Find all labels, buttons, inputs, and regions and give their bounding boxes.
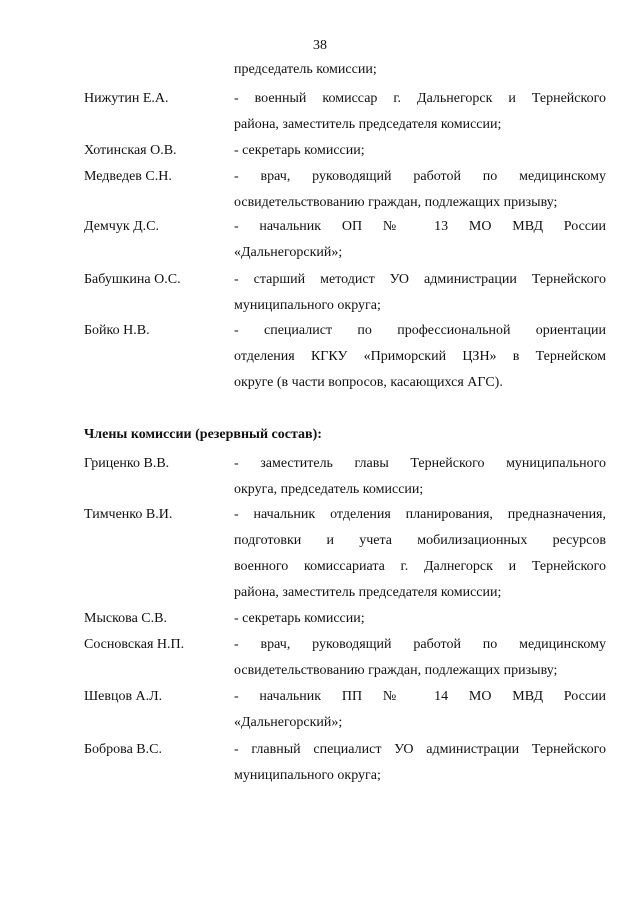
- desc-line: - врач, руководящий работой по медицинскому: [234, 637, 606, 652]
- reserve-desc-timchenko: [234, 502, 606, 606]
- desc-line: - главный специалист УО администрации Тернейского: [234, 742, 606, 757]
- reserve-name-myskova: Мыскова С.В.: [84, 611, 167, 626]
- reserve-name-bobrova: Боброва В.С.: [84, 742, 162, 757]
- member-desc-medvedev: [234, 164, 606, 216]
- desc-line: «Дальнегорский»;: [234, 715, 343, 730]
- reserve-desc-sosnovskaya: [234, 632, 606, 684]
- member-desc-nizhutin: [234, 86, 606, 138]
- reserve-desc-gritsenko: [234, 451, 606, 503]
- desc-line: муниципального округа;: [234, 298, 381, 313]
- desc-line: - заместитель главы Тернейского муниципального: [234, 456, 606, 471]
- desc-line: - начальник ПП № 14 МО МВД России: [234, 689, 606, 704]
- desc-line: освидетельствованию граждан, подлежащих призыву;: [234, 663, 558, 678]
- reserve-desc-bobrova: [234, 737, 606, 789]
- member-name-boyko: Бойко Н.В.: [84, 323, 150, 338]
- desc-line: «Дальнегорский»;: [234, 245, 343, 260]
- desc-line: - специалист по профессиональной ориентации: [234, 323, 606, 338]
- desc-line: - военный комиссар г. Дальнегорск и Тернейского: [234, 91, 606, 106]
- member-desc-boyko: [234, 318, 606, 396]
- reserve-name-timchenko: Тимченко В.И.: [84, 507, 173, 522]
- desc-line: - секретарь комиссии;: [234, 143, 365, 158]
- reserve-desc-shevtsov: [234, 684, 606, 736]
- desc-line: - начальник отделения планирования, предназначения,: [234, 507, 606, 522]
- intro-line: председатель комиссии;: [234, 62, 377, 77]
- reserve-name-gritsenko: Гриценко В.В.: [84, 456, 170, 471]
- desc-line: района, заместитель председателя комиссии;: [234, 117, 502, 132]
- member-name-demchuk: Демчук Д.С.: [84, 219, 160, 234]
- reserve-name-sosnovskaya: Сосновская Н.П.: [84, 637, 185, 652]
- member-name-babushkina: Бабушкина О.С.: [84, 272, 181, 287]
- desc-line: округе (в части вопросов, касающихся АГС).: [234, 375, 503, 390]
- desc-line: - врач, руководящий работой по медицинскому: [234, 169, 606, 184]
- page-number: 38: [313, 38, 327, 53]
- reserve-desc-myskova: [234, 606, 606, 632]
- reserve-name-shevtsov: Шевцов А.Л.: [84, 689, 163, 704]
- desc-line: - секретарь комиссии;: [234, 611, 365, 626]
- desc-line: округа, председатель комиссии;: [234, 482, 424, 497]
- desc-line: района, заместитель председателя комиссии;: [234, 585, 502, 600]
- member-name-medvedev: Медведев С.Н.: [84, 169, 172, 184]
- desc-line: муниципального округа;: [234, 768, 381, 783]
- member-desc-demchuk: [234, 214, 606, 266]
- member-name-nizhutin: Нижутин Е.А.: [84, 91, 169, 106]
- desc-line: освидетельствованию граждан, подлежащих призыву;: [234, 195, 558, 210]
- member-name-khotinskaya: Хотинская О.В.: [84, 143, 177, 158]
- desc-line: - начальник ОП № 13 МО МВД России: [234, 219, 606, 234]
- member-desc-babushkina: [234, 267, 606, 319]
- desc-line: подготовки и учета мобилизационных ресурсов: [234, 533, 606, 548]
- desc-line: - старший методист УО администрации Тернейского: [234, 272, 606, 287]
- desc-line: военного комиссариата г. Далнегорск и Тернейского: [234, 559, 606, 574]
- member-desc-khotinskaya: [234, 138, 606, 164]
- reserve-heading: Члены комиссии (резервный состав):: [84, 427, 322, 442]
- desc-line: отделения КГКУ «Приморский ЦЗН» в Тернейском: [234, 349, 606, 364]
